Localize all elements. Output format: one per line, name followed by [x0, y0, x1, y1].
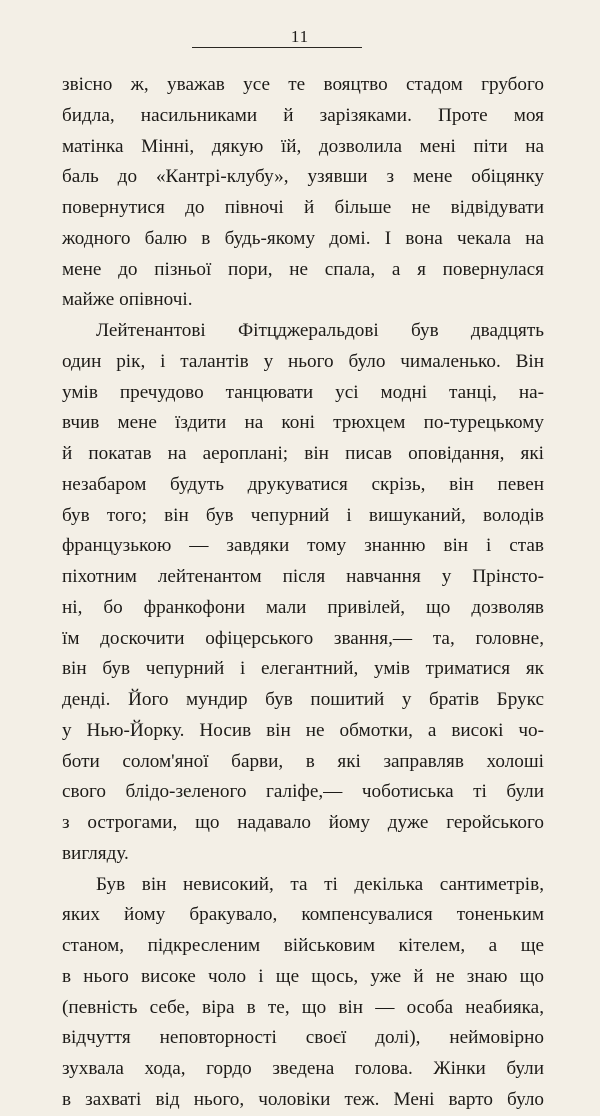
- text-line: був того; він був чепурний і вишуканий, володів: [62, 504, 544, 526]
- text-line: один рік, і талантів у нього було чималенько. Він: [62, 350, 544, 372]
- text-line: вигляду.: [62, 842, 129, 864]
- text-line: (певність себе, віра в те, що він — особа неабияка,: [62, 996, 544, 1018]
- paragraph: [62, 870, 544, 1116]
- text-line: їм доскочити офіцерського звання,— та, головне,: [62, 627, 544, 649]
- text-line: жодного балю в будь-якому домі. І вона чекала на: [62, 227, 544, 249]
- text-line: ні, бо франкофони мали привілей, що дозволяв: [62, 596, 544, 618]
- text-line: боти солом'яної барви, в які заправляв холоші: [62, 750, 544, 772]
- body-text: [62, 70, 544, 1116]
- paragraph: [62, 316, 544, 870]
- text-line: французькою — завдяки тому знанню він і став: [62, 535, 544, 557]
- header-rule: [192, 47, 362, 48]
- text-line: з острогами, що надавало йому дуже геройського: [62, 812, 544, 833]
- text-line: незабаром будуть друкуватися скрізь, він певен: [62, 473, 544, 495]
- text-line: в нього високе чоло і ще щось, уже й не знаю що: [62, 965, 544, 987]
- text-line: Лейтенантові Фітцджеральдові був двадцять: [96, 320, 544, 341]
- text-line: піхотним лейтенантом після навчання у Прінсто-: [62, 566, 544, 587]
- text-line: повернутися до півночі й більше не відвідувати: [62, 197, 544, 218]
- text-line: матінка Мінні, дякую їй, дозволила мені піти на: [62, 135, 544, 157]
- text-line: баль до «Кантрі-клубу», узявши з мене обіцянку: [62, 166, 544, 188]
- text-line: в захваті від нього, чоловіки теж. Мені варто було: [62, 1088, 544, 1110]
- text-line: звісно ж, уважав усе те вояцтво стадом грубого: [62, 74, 544, 95]
- text-line: бидла, насильниками й зарізяками. Проте моя: [62, 104, 544, 126]
- text-line: денді. Його мундир був пошитий у братів Брукс: [62, 689, 544, 710]
- paragraph: [62, 70, 544, 316]
- text-line: у Нью-Йорку. Носив він не обмотки, а високі чо-: [62, 719, 544, 741]
- text-line: мене до пізньої пори, не спала, а я повернулася: [62, 258, 544, 280]
- text-line: умів пречудово танцювати усі модні танці, на-: [62, 381, 544, 403]
- text-line: станом, підкресленим військовим кітелем, а ще: [62, 935, 544, 956]
- text-line: вчив мене їздити на коні трюхцем по-турецькому: [62, 412, 544, 434]
- text-line: зухвала хода, гордо зведена голова. Жінки були: [62, 1058, 544, 1079]
- text-line: майже опівночі.: [62, 289, 193, 311]
- text-line: й покатав на аероплані; він писав оповідання, які: [62, 443, 544, 464]
- text-line: яких йому бракувало, компенсувалися тоненьким: [62, 904, 544, 926]
- text-line: відчуття неповторності своєї долі), неймовірно: [62, 1027, 544, 1049]
- page-number: 11: [290, 27, 310, 46]
- text-line: він був чепурний і елегантний, умів триматися як: [62, 658, 544, 680]
- text-line: свого блідо-зеленого галіфе,— чоботиська ті були: [62, 781, 544, 803]
- text-line: Був він невисокий, та ті декілька сантиметрів,: [96, 873, 544, 895]
